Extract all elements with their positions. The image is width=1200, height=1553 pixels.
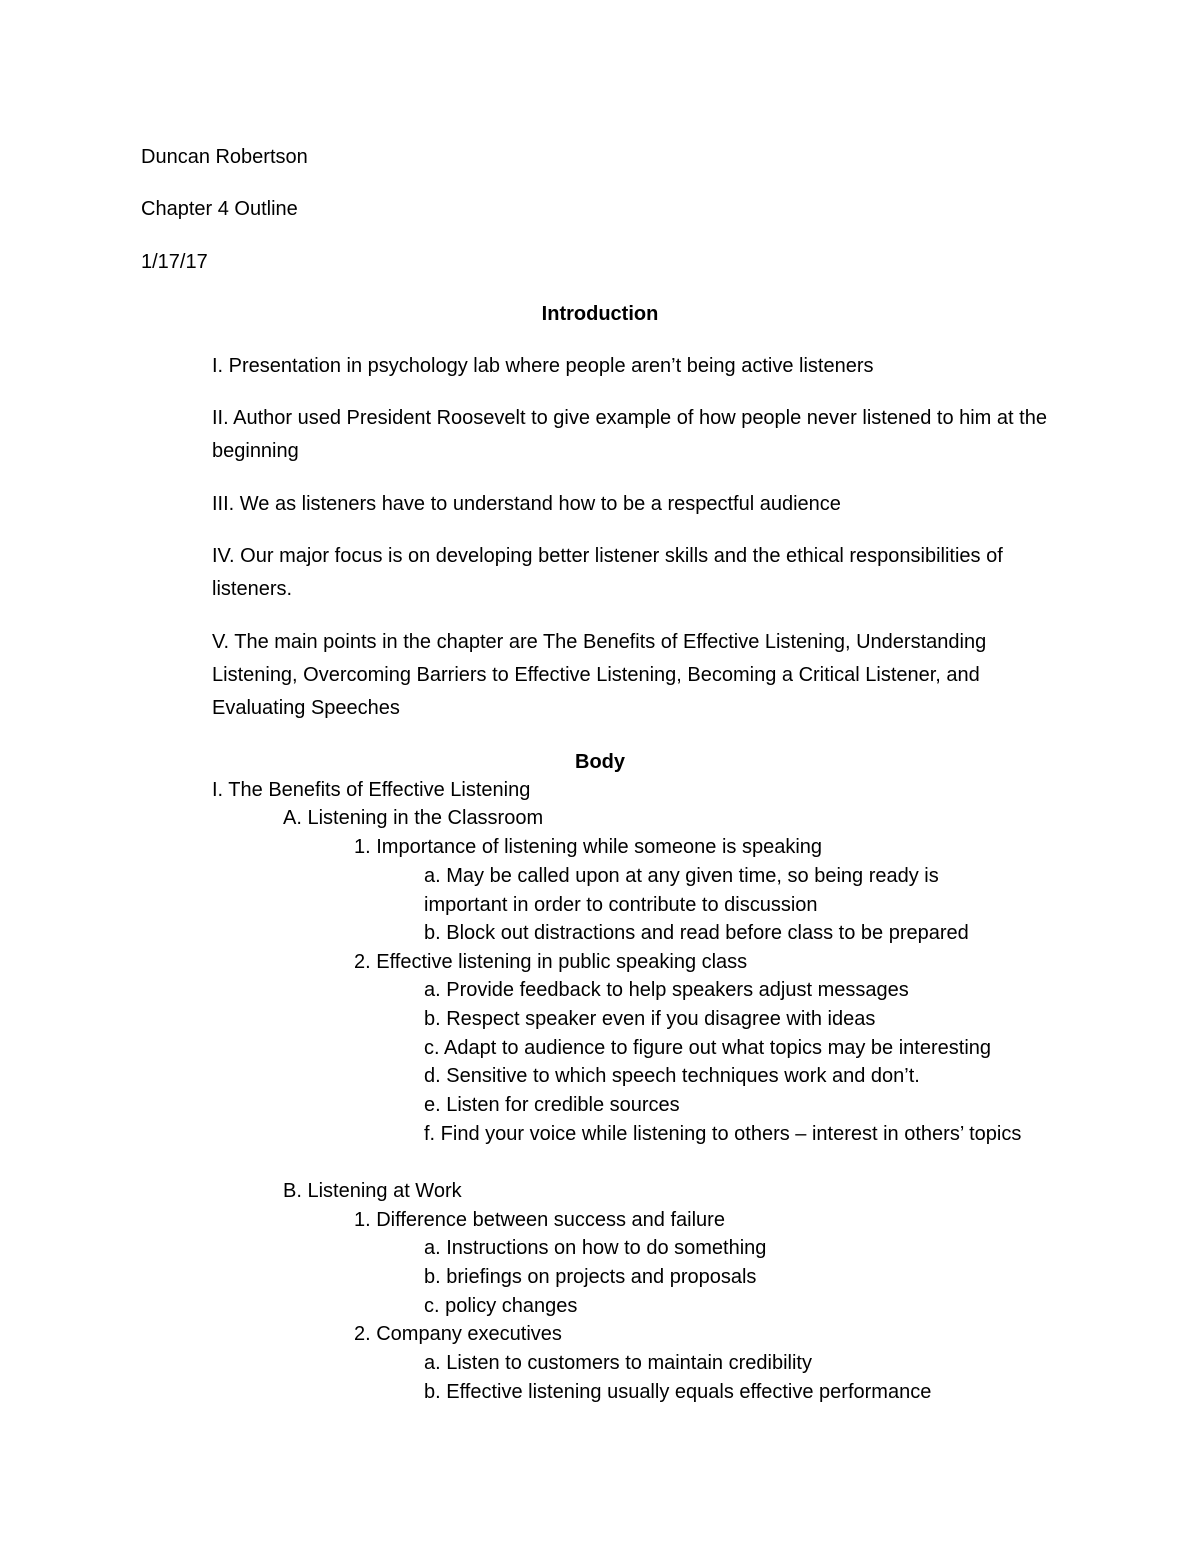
author-name: Duncan Robertson bbox=[141, 146, 308, 168]
intro-item-3: III. We as listeners have to understand how to be a respectful audience bbox=[212, 493, 841, 515]
outline-level4-item: b. Block out distractions and read before class to be prepared bbox=[424, 922, 969, 944]
outline-level3-item: 2. Company executives bbox=[354, 1323, 562, 1345]
outline-level1-item: I. The Benefits of Effective Listening bbox=[212, 779, 531, 801]
outline-level3-item: 1. Importance of listening while someone is speaking bbox=[354, 836, 823, 858]
outline-level4-item: b. Respect speaker even if you disagree with ideas bbox=[424, 1008, 876, 1030]
intro-item-5: V. The main points in the chapter are The Benefits of Effective Listening, Understanding Listening, Overcoming Barriers to Effective Listening, Becoming a Critical Listener, and Evaluating Speeches bbox=[212, 631, 987, 719]
introduction-heading: Introduction bbox=[541, 303, 659, 325]
body-heading: Body bbox=[575, 751, 625, 773]
outline-level4-item: a. Instructions on how to do something bbox=[424, 1237, 767, 1259]
outline-level2-item: B. Listening at Work bbox=[283, 1180, 462, 1202]
document-date: 1/17/17 bbox=[141, 251, 208, 273]
outline-level4-item: b. briefings on projects and proposals bbox=[424, 1266, 757, 1288]
intro-item-2: II. Author used President Roosevelt to give example of how people never listened to him at the beginning bbox=[212, 407, 1047, 462]
outline-level4-item: a. May be called upon at any given time, so being ready is important in order to contribute to discussion bbox=[424, 865, 939, 916]
outline-level4-item: a. Provide feedback to help speakers adjust messages bbox=[424, 979, 909, 1001]
outline-level3-item: 1. Difference between success and failure bbox=[354, 1209, 725, 1231]
outline-level4-item: c. policy changes bbox=[424, 1295, 578, 1317]
outline-level4-item: a. Listen to customers to maintain credibility bbox=[424, 1352, 812, 1374]
document-title: Chapter 4 Outline bbox=[141, 198, 298, 220]
outline-level2-item: A. Listening in the Classroom bbox=[283, 807, 544, 829]
outline-level4-item: c. Adapt to audience to figure out what topics may be interesting bbox=[424, 1037, 992, 1059]
intro-item-1: I. Presentation in psychology lab where people aren’t being active listeners bbox=[212, 355, 874, 377]
outline-level4-item: b. Effective listening usually equals effective performance bbox=[424, 1381, 932, 1403]
outline-level4-item: d. Sensitive to which speech techniques work and don’t. bbox=[424, 1065, 920, 1087]
outline-level4-item: e. Listen for credible sources bbox=[424, 1094, 680, 1116]
outline-level4-item: f. Find your voice while listening to others – interest in others’ topics bbox=[424, 1123, 1022, 1145]
intro-item-4: IV. Our major focus is on developing better listener skills and the ethical responsibilities of listeners. bbox=[212, 545, 1003, 600]
outline-level3-item: 2. Effective listening in public speaking class bbox=[354, 951, 748, 973]
